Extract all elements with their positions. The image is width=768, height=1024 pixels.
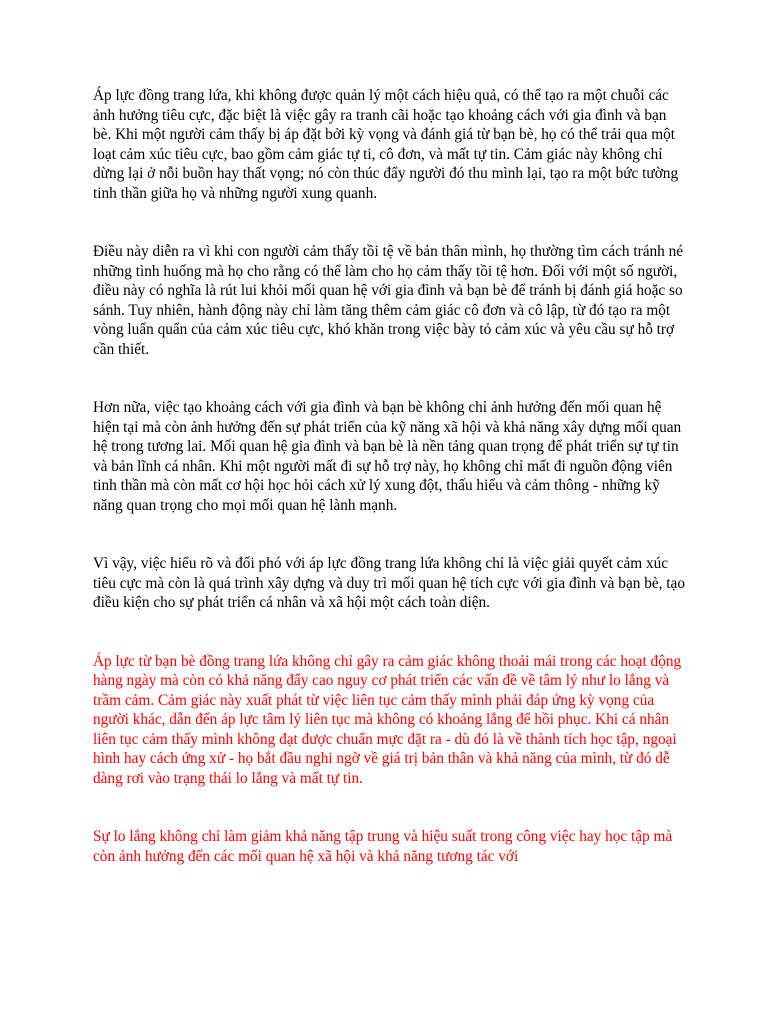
- paragraph-1: Áp lực đồng trang lứa, khi không được quản lý một cách hiệu quả, có thể tạo ra một chuỗi các ảnh hưởng tiêu cực, đặc biệt là việc gây ra tranh cãi hoặc tạo khoảng cách với gia đình và bạn bè. Khi một người cảm thấy bị áp đặt bởi kỳ vọng và đánh giá từ bạn bè, họ có thể trải qua một loạt cảm xúc tiêu cực, bao gồm cảm giác tự ti, cô đơn, và mất tự tin. Cảm giác này không chỉ dừng lại ở nỗi buồn hay thất vọng; nó còn thúc đẩy người đó thu mình lại, tạo ra một bức tường tinh thần giữa họ và những người xung quanh.: [93, 87, 679, 202]
- document-body: [93, 86, 685, 905]
- paragraph-2: Điều này diễn ra vì khi con người cảm thấy tồi tệ về bản thân mình, họ thường tìm cách tránh né những tình huống mà họ cho rằng có thể làm cho họ cảm thấy tồi tệ hơn. Đối với một số người, điều này có nghĩa là rút lui khỏi mối quan hệ với gia đình và bạn bè để tránh bị đánh giá hoặc so sánh. Tuy nhiên, hành động này chỉ làm tăng thêm cảm giác cô đơn và cô lập, từ đó tạo ra một vòng luẩn quẩn của cảm xúc tiêu cực, khó khăn trong việc bày tỏ cảm xúc và yêu cầu sự hỗ trợ cần thiết.: [93, 243, 684, 358]
- paragraph-4: Vì vậy, việc hiểu rõ và đối phó với áp lực đồng trang lứa không chỉ là việc giải quyết cảm xúc tiêu cực mà còn là quá trình xây dựng và duy trì mối quan hệ tích cực với gia đình và bạn bè, tạo điều kiện cho sự phát triển cá nhân và xã hội một cách toàn diện.: [93, 555, 685, 611]
- paragraph-6: Sự lo lắng không chỉ làm giảm khả năng tập trung và hiệu suất trong công việc hay học tập mà còn ảnh hưởng đến các mối quan hệ xã hội và khả năng tương tác với: [93, 828, 673, 865]
- paragraph-5: Áp lực từ bạn bè đồng trang lứa không chỉ gây ra cảm giác không thoải mái trong các hoạt động hàng ngày mà còn có khả năng đẩy cao nguy cơ phát triển các vấn đề về tâm lý như lo lắng và trầm cảm. Cảm giác này xuất phát từ việc liên tục cảm thấy mình phải đáp ứng kỳ vọng của người khác, dẫn đến áp lực tâm lý liên tục mà không có khoảng lắng để hồi phục. Khi cá nhân liên tục cảm thấy mình không đạt được chuẩn mực đặt ra - dù đó là về thành tích học tập, ngoại hình hay cách ứng xử - họ bắt đầu nghi ngờ về giá trị bản thân và khả năng của mình, từ đó dễ dàng rơi vào trạng thái lo lắng và mất tự tin.: [93, 652, 682, 787]
- paragraph-3: Hơn nữa, việc tạo khoảng cách với gia đình và bạn bè không chỉ ảnh hưởng đến mối quan hệ hiện tại mà còn ảnh hưởng đến sự phát triển của kỹ năng xã hội và khả năng xây dựng mối quan hệ trong tương lai. Mối quan hệ gia đình và bạn bè là nền tảng quan trọng để phát triển sự tự tin và bản lĩnh cá nhân. Khi một người mất đi sự hỗ trợ này, họ không chỉ mất đi nguồn động viên tinh thần mà còn mất cơ hội học hỏi cách xử lý xung đột, thấu hiểu và cảm thông - những kỹ năng quan trọng cho mọi mối quan hệ lành mạnh.: [93, 399, 682, 514]
